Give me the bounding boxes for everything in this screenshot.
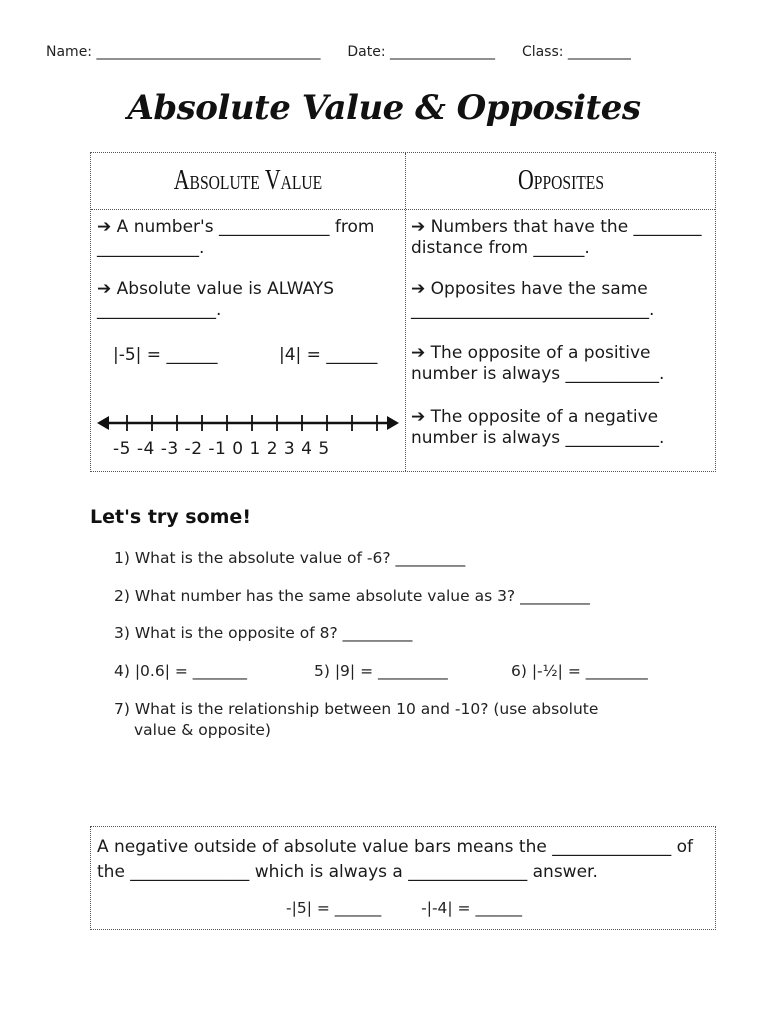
opp-item-2 — [411, 279, 701, 321]
header-fields — [46, 44, 706, 60]
arrow-icon: ➔ — [411, 279, 426, 299]
box-eq-2: -|-4| = ______ — [421, 899, 522, 917]
question-2: 2) What number has the same absolute value as 3? _________ — [114, 587, 590, 605]
number-line — [97, 411, 399, 435]
abs-eq-1: |-5| = ______ — [113, 345, 218, 365]
opp-item-4 — [411, 407, 711, 449]
number-line-labels: -5 -4 -3 -2 -1 0 1 2 3 4 5 — [113, 439, 330, 459]
arrow-icon: ➔ — [411, 407, 426, 427]
opp-item-3-text: The opposite of a positive number is always ___________. — [411, 343, 665, 384]
negative-outside-box — [90, 826, 716, 930]
question-4: 4) |0.6| = _______ — [114, 662, 248, 680]
practice-heading: Let's try some! — [90, 506, 251, 528]
abs-item-1 — [97, 217, 401, 259]
opp-item-1 — [411, 217, 711, 259]
box-eq-1: -|5| = ______ — [286, 899, 382, 917]
question-7-continued: value & opposite) — [134, 721, 271, 739]
abs-item-2-text: Absolute value is ALWAYS ______________. — [97, 279, 335, 320]
class-field[interactable]: Class: _________ — [521, 44, 631, 60]
negative-outside-equations — [91, 899, 717, 917]
arrow-icon: ➔ — [411, 343, 426, 363]
question-6: 6) |-½| = ________ — [511, 662, 648, 680]
date-field[interactable]: Date: _______________ — [347, 44, 496, 60]
opp-item-2-text: Opposites have the same ____________________________. — [411, 279, 655, 320]
question-3: 3) What is the opposite of 8? _________ — [114, 624, 413, 642]
question-1: 1) What is the absolute value of -6? _________ — [114, 549, 466, 567]
question-5: 5) |9| = _________ — [314, 662, 448, 680]
arrow-icon: ➔ — [411, 217, 426, 237]
abs-eq-2: |4| = ______ — [279, 345, 378, 365]
abs-item-2 — [97, 279, 377, 321]
question-7: 7) What is the relationship between 10 and -10? (use absolute — [114, 700, 599, 718]
opp-item-4-text: The opposite of a negative number is always ___________. — [411, 407, 665, 448]
abs-item-1-text: A number's _____________ from ____________. — [97, 217, 375, 258]
name-field[interactable]: Name: ________________________________ — [46, 44, 321, 60]
opp-item-3 — [411, 343, 711, 385]
opposites-heading: Opposites — [518, 165, 604, 196]
arrow-icon: ➔ — [97, 279, 112, 299]
row-divider — [91, 209, 715, 210]
negative-outside-sentence: A negative outside of absolute value bars means the ______________ of the ______________ which is always a ______________ answer. — [97, 837, 694, 882]
page-title: Absolute Value & Opposites — [127, 88, 641, 128]
opp-item-1-text: Numbers that have the ________ distance from ______. — [411, 217, 702, 258]
absolute-value-heading: Absolute Value — [173, 165, 323, 196]
column-divider — [405, 153, 406, 471]
notes-table — [90, 152, 716, 472]
arrow-icon: ➔ — [97, 217, 112, 237]
